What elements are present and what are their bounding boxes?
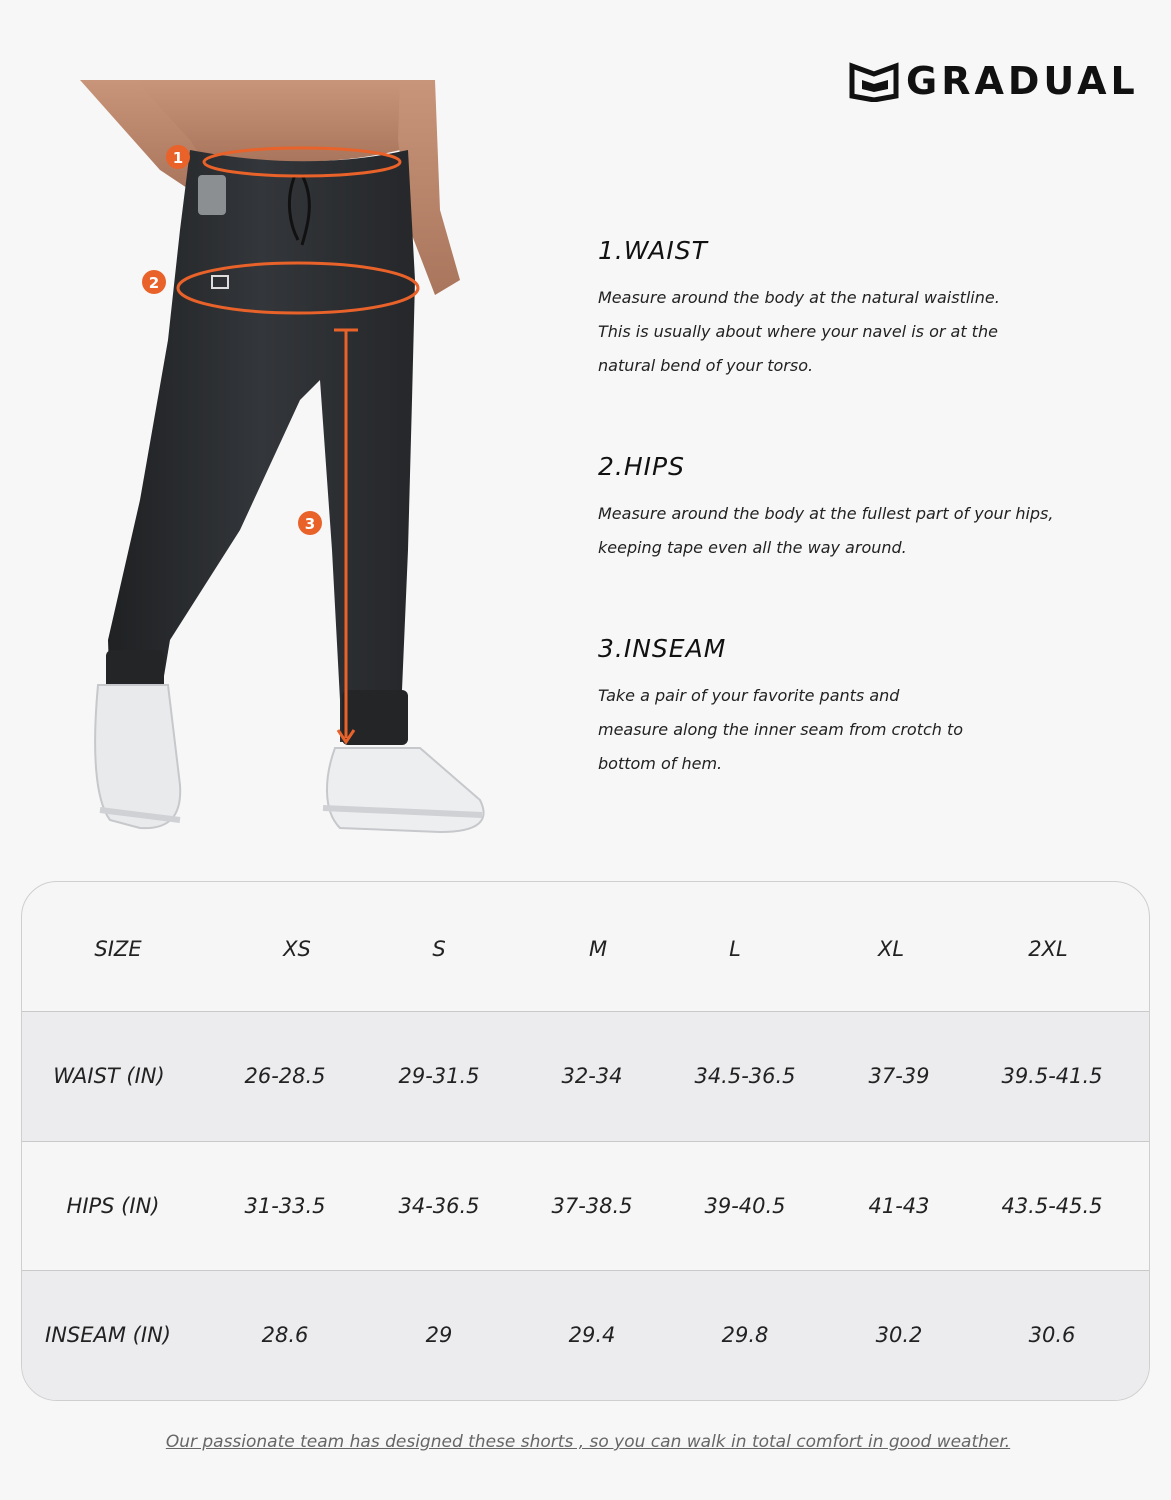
table-cell: 41-43 [868, 1194, 930, 1218]
header-cell: XL [877, 937, 905, 961]
marker-1 [166, 145, 190, 169]
header-cell: 2XL [1028, 937, 1068, 961]
table-cell: 37-39 [868, 1064, 930, 1088]
table-cell: 43.5-45.5 [1001, 1194, 1103, 1218]
table-cell: 29.4 [568, 1323, 616, 1347]
hips-description: Measure around the body at the fullest part of your hips, keeping tape even all the way around. [598, 504, 1054, 557]
table-cell: 29 [425, 1323, 453, 1347]
right-cuff [342, 690, 408, 745]
row-label: HIPS (IN) [66, 1194, 160, 1218]
table-cell: 32-34 [561, 1064, 623, 1088]
size-chart-table [21, 881, 1150, 1401]
header-cell: XS [283, 937, 311, 961]
table-row-hips [22, 1141, 1149, 1271]
marker-3 [298, 511, 322, 535]
hips-title: 2.HIPS [598, 452, 685, 481]
row-label: INSEAM (IN) [45, 1323, 171, 1347]
table-cell: 29.8 [721, 1323, 769, 1347]
table-cell: 29-31.5 [398, 1064, 480, 1088]
table-cell: 37-38.5 [551, 1194, 633, 1218]
brand-logo [848, 58, 1139, 104]
product-figure [40, 80, 560, 850]
brand-name: GRADUAL [906, 59, 1139, 103]
table-row-inseam [22, 1270, 1149, 1400]
inseam-description: Take a pair of your favorite pants and measure along the inner seam from crotch to bottom of hem. [598, 686, 964, 773]
header-cell: L [729, 937, 741, 961]
table-cell: 28.6 [261, 1323, 309, 1347]
svg-text:1: 1 [172, 149, 184, 167]
brand-logo-icon [848, 60, 900, 102]
table-cell: 30.2 [875, 1323, 923, 1347]
waist-title: 1.WAIST [598, 236, 708, 265]
table-cell: 30.6 [1028, 1323, 1076, 1347]
table-cell: 26-28.5 [244, 1064, 326, 1088]
header-cell: SIZE [94, 937, 142, 961]
footer-note: Our passionate team has designed these shorts , so you can walk in total comfort in good weather. [165, 1432, 1011, 1452]
table-cell: 39.5-41.5 [1001, 1064, 1103, 1088]
waist-description: Measure around the body at the natural waistline. This is usually about where your navel is or at the natural bend of your torso. [598, 288, 1000, 375]
svg-text:2: 2 [148, 274, 160, 292]
table-cell: 39-40.5 [704, 1194, 786, 1218]
table-cell: 34.5-36.5 [694, 1064, 796, 1088]
table-cell: 34-36.5 [398, 1194, 480, 1218]
header-cell: M [588, 937, 608, 961]
table-header-row [22, 885, 1149, 1014]
table-cell: 31-33.5 [244, 1194, 326, 1218]
inseam-title: 3.INSEAM [598, 634, 727, 663]
marker-2 [142, 270, 166, 294]
right-shoe [327, 748, 484, 832]
row-label: WAIST (IN) [53, 1064, 165, 1088]
phone [198, 175, 226, 215]
header-cell: S [432, 937, 446, 961]
pants-illustration [40, 80, 560, 850]
svg-text:3: 3 [304, 515, 316, 533]
left-shoe [95, 685, 180, 828]
table-row-waist [22, 1011, 1149, 1141]
